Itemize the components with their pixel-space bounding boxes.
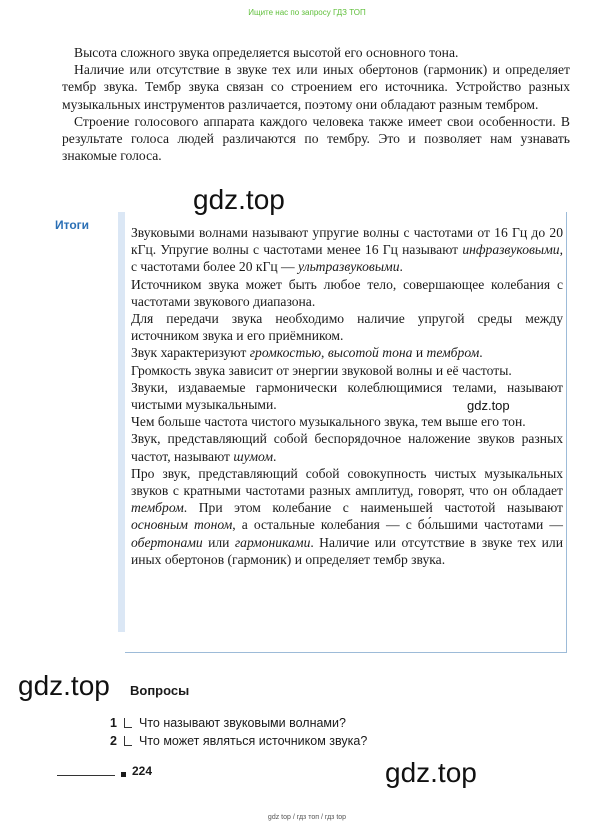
summary-item: Громкость звука зависит от энергии звуковой волны и её частоты. [131, 362, 512, 378]
question-number: 2 [110, 734, 117, 748]
top-banner: Ищите нас по запросу ГДЗ ТОП [248, 8, 366, 17]
summary-item: Для передачи звука необходимо наличие упругой среды между источником звука и его приёмником. [131, 311, 563, 344]
bottom-banner: gdz top / гдз топ / гдз top [267, 814, 347, 821]
intro-paragraph: Наличие или отсутствие в звуке тех или иных обертонов (гармоник) и определяет тембр звука. Тембр звука связан со строением его источника. Устройство разных музыкальных инструментов различается, поэтому они обладают разным тембром. [62, 62, 570, 112]
watermark: gdz.top [18, 670, 110, 701]
summary-item: Про звук, представляющий собой совокупность чистых музыкальных звуков с кратными частотами разных амплитуд, говорят, что он обладает тембром. При этом колебание с наименьшей частотой называют основным тоном, а остальные колебания — с бо́льшими частотами — обертонами или гармониками. Наличие или отсутствие в звуке тех или иных обертонов (гармоник) и определяет тембр звука. [131, 465, 564, 567]
intro-text [62, 44, 570, 164]
page-marker-icon [121, 772, 126, 777]
page-number: 224 [132, 764, 153, 778]
question-number: 1 [110, 716, 117, 730]
question-marker-icon [124, 736, 132, 746]
summary-item: Звук характеризуют громкостью, высотой тона и тембром. [131, 345, 483, 361]
page-footer-line [57, 775, 115, 776]
question-item [110, 716, 346, 730]
question-text: Что называют звуковыми волнами? [139, 716, 346, 730]
intro-paragraph: Высота сложного звука определяется высотой его основного тона. [74, 45, 459, 60]
summary-item: Источником звука может быть любое тело, совершающее колебания с частотами звукового диапазона. [131, 276, 563, 309]
summary-text [131, 224, 563, 568]
watermark: gdz.top [193, 184, 285, 215]
question-marker-icon [124, 718, 132, 728]
question-item [110, 734, 367, 748]
summary-item: Звук, представляющий собой беспорядочное наложение звуков разных частот, называют шумом. [131, 431, 563, 464]
watermark: gdz.top [385, 757, 477, 788]
questions-title: Вопросы [130, 683, 190, 698]
intro-paragraph: Строение голосового аппарата каждого человека также имеет свои особенности. В результате голоса людей различаются по тембру. Это и позволяет нам узнавать знакомые голоса. [62, 113, 570, 164]
summary-item: Чем больше частота чистого музыкального звука, тем выше его тон. [131, 414, 526, 430]
watermark: gdz.top [467, 398, 510, 413]
summary-accent-bar [118, 212, 125, 632]
summary-item: Звуки, издаваемые гармонически колеблющимися телами, называют чистыми музыкальными. [131, 379, 563, 413]
summary-item: Звуковыми волнами называют упругие волны с частотами от 16 Гц до 20 кГц. Упругие волны с частотами менее 16 Гц называют инфразвуковыми, с частотами более 20 кГц — ультразвуковыми. [131, 225, 563, 275]
summary-label: Итоги [55, 218, 90, 232]
question-text: Что может являться источником звука? [139, 734, 368, 748]
